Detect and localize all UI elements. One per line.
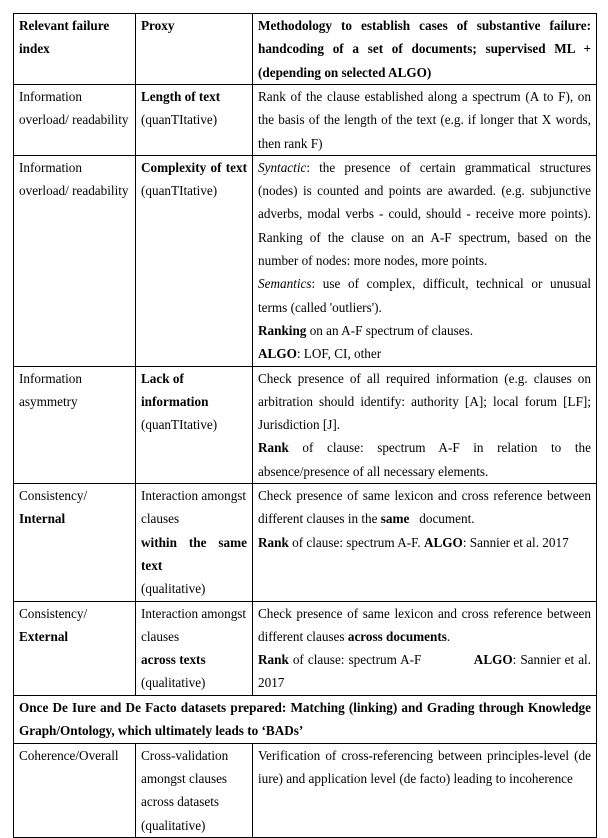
table-row (14, 85, 597, 156)
proxy-cell (136, 366, 253, 483)
methodology-cell: Verification of cross-referencing between principles-level (de iure) and application level (de facto) leading to incoherence (253, 743, 597, 837)
rank-paragraph (258, 531, 591, 554)
method-paragraph (258, 484, 591, 531)
proxy-description: Interaction amongst clauses (141, 605, 247, 644)
rank-text: of clause: spectrum A-F in relation to the absence/presence of all necessary elements. (258, 440, 591, 479)
header-methodology: Methodology to establish cases of substantive failure: handcoding of a set of documents; supervised ML + (depending on selected ALGO) (253, 14, 597, 85)
banner-cell: Once De Iure and De Facto datasets prepared: Matching (linking) and Grading through Knowledge Graph/Ontology, which ultimately leads to ‘BADs’ (14, 695, 597, 743)
proxy-name: Lack of information (141, 370, 209, 409)
table-row (14, 366, 597, 483)
proxy-cell (136, 484, 253, 601)
method-text-a: Check presence of same lexicon and cross reference between different clauses (258, 605, 591, 644)
semantics-label: Semantics (258, 276, 312, 292)
methodology-cell (253, 484, 597, 601)
syntactic-paragraph (258, 156, 591, 272)
proxy-type: (quanTItative) (141, 183, 218, 199)
banner-row (14, 695, 597, 743)
methodology-cell (253, 601, 597, 695)
algo-label: ALGO (473, 652, 513, 668)
rank-label: Rank (258, 534, 289, 550)
methodology-cell (253, 155, 597, 366)
proxy-name: within the same text (141, 534, 247, 573)
method-text-c: document. (419, 511, 475, 527)
failure-index-cell (14, 601, 136, 695)
proxy-name: Complexity of text (141, 159, 247, 175)
algo-text: : Sannier et al. 2017 (258, 652, 592, 691)
table-row (14, 484, 597, 601)
method-text-b: across documents (347, 628, 447, 644)
method-text-c: . (446, 628, 451, 644)
rank-label: Rank (258, 652, 289, 668)
method-text-a: Check presence of same lexicon and cross reference between different clauses in the (258, 488, 591, 527)
proxy-description: Interaction amongst clauses (141, 488, 247, 527)
failure-index-cell (14, 484, 136, 601)
table-row (14, 601, 597, 695)
proxy-cell: Cross-validation amongst clauses across datasets (qualitative) (136, 743, 253, 837)
proxy-name: across texts (141, 652, 206, 668)
semantics-paragraph (258, 272, 591, 319)
algo-label: ALGO (423, 534, 463, 550)
algo-text: : LOF, CI, other (296, 346, 382, 362)
failure-index-cell: Coherence/Overall (14, 743, 136, 837)
methodology-cell (253, 366, 597, 483)
rank-paragraph (258, 436, 591, 483)
proxy-type: (quanTItative) (141, 112, 218, 128)
algo-label: ALGO (258, 346, 297, 362)
proxy-type: (qualitative) (141, 675, 206, 691)
proxy-cell (136, 155, 253, 366)
proxy-type: (qualitative) (141, 581, 206, 597)
method-paragraph (258, 602, 591, 649)
ranking-text: on an A-F spectrum of clauses. (306, 322, 474, 338)
rank-label: Rank (258, 440, 289, 456)
algo-paragraph (258, 342, 591, 365)
failure-index-line-2: Internal (19, 511, 66, 527)
failure-index-line-2: External (19, 628, 69, 644)
table-header-row (14, 14, 597, 85)
proxy-cell (136, 601, 253, 695)
semantics-text: : use of complex, difficult, technical or unusual terms (called 'outliers'). (258, 276, 591, 315)
header-proxy: Proxy (136, 14, 253, 85)
failure-index-cell: Information overload/ readability (14, 85, 136, 156)
syntactic-label: Syntactic (258, 159, 307, 175)
methodology-cell: Rank of the clause established along a spectrum (A to F), on the basis of the length of the text (e.g. if longer that X words, then rank F) (253, 85, 597, 156)
ranking-paragraph (258, 319, 591, 342)
rank-text: of clause: spectrum A-F (288, 652, 422, 668)
table-row (14, 155, 597, 366)
failure-index-line-1: Consistency/ (19, 488, 88, 504)
failure-index-line-1: Consistency/ (19, 605, 88, 621)
failure-index-cell: Information overload/ readability (14, 155, 136, 366)
table-row (14, 743, 597, 837)
rank-paragraph (258, 648, 591, 695)
failure-index-cell: Information asymmetry (14, 366, 136, 483)
proxy-cell (136, 85, 253, 156)
algo-text: : Sannier et al. 2017 (462, 534, 569, 550)
failure-index-table (13, 13, 597, 838)
rank-text: of clause: spectrum A-F. (288, 534, 421, 550)
syntactic-text: : the presence of certain grammatical structures (nodes) is counted and points are awarded. (e.g. subjunctive adverbs, modal verbs - could, should - receive more points). Ranking of the clause on an A-F spectrum, based on the number of nodes: more nodes, more points. (258, 159, 591, 269)
header-relevant-failure-index: Relevant failure index (14, 14, 136, 85)
method-text: Check presence of all required information (e.g. clauses on arbitration should identify: authority [A]; local forum [LF]; Jurisdiction [J]. (258, 370, 591, 433)
method-text-b: same (380, 511, 410, 527)
proxy-type: (quanTItative) (141, 417, 218, 433)
ranking-label: Ranking (258, 322, 307, 338)
proxy-name: Length of text (141, 89, 221, 104)
